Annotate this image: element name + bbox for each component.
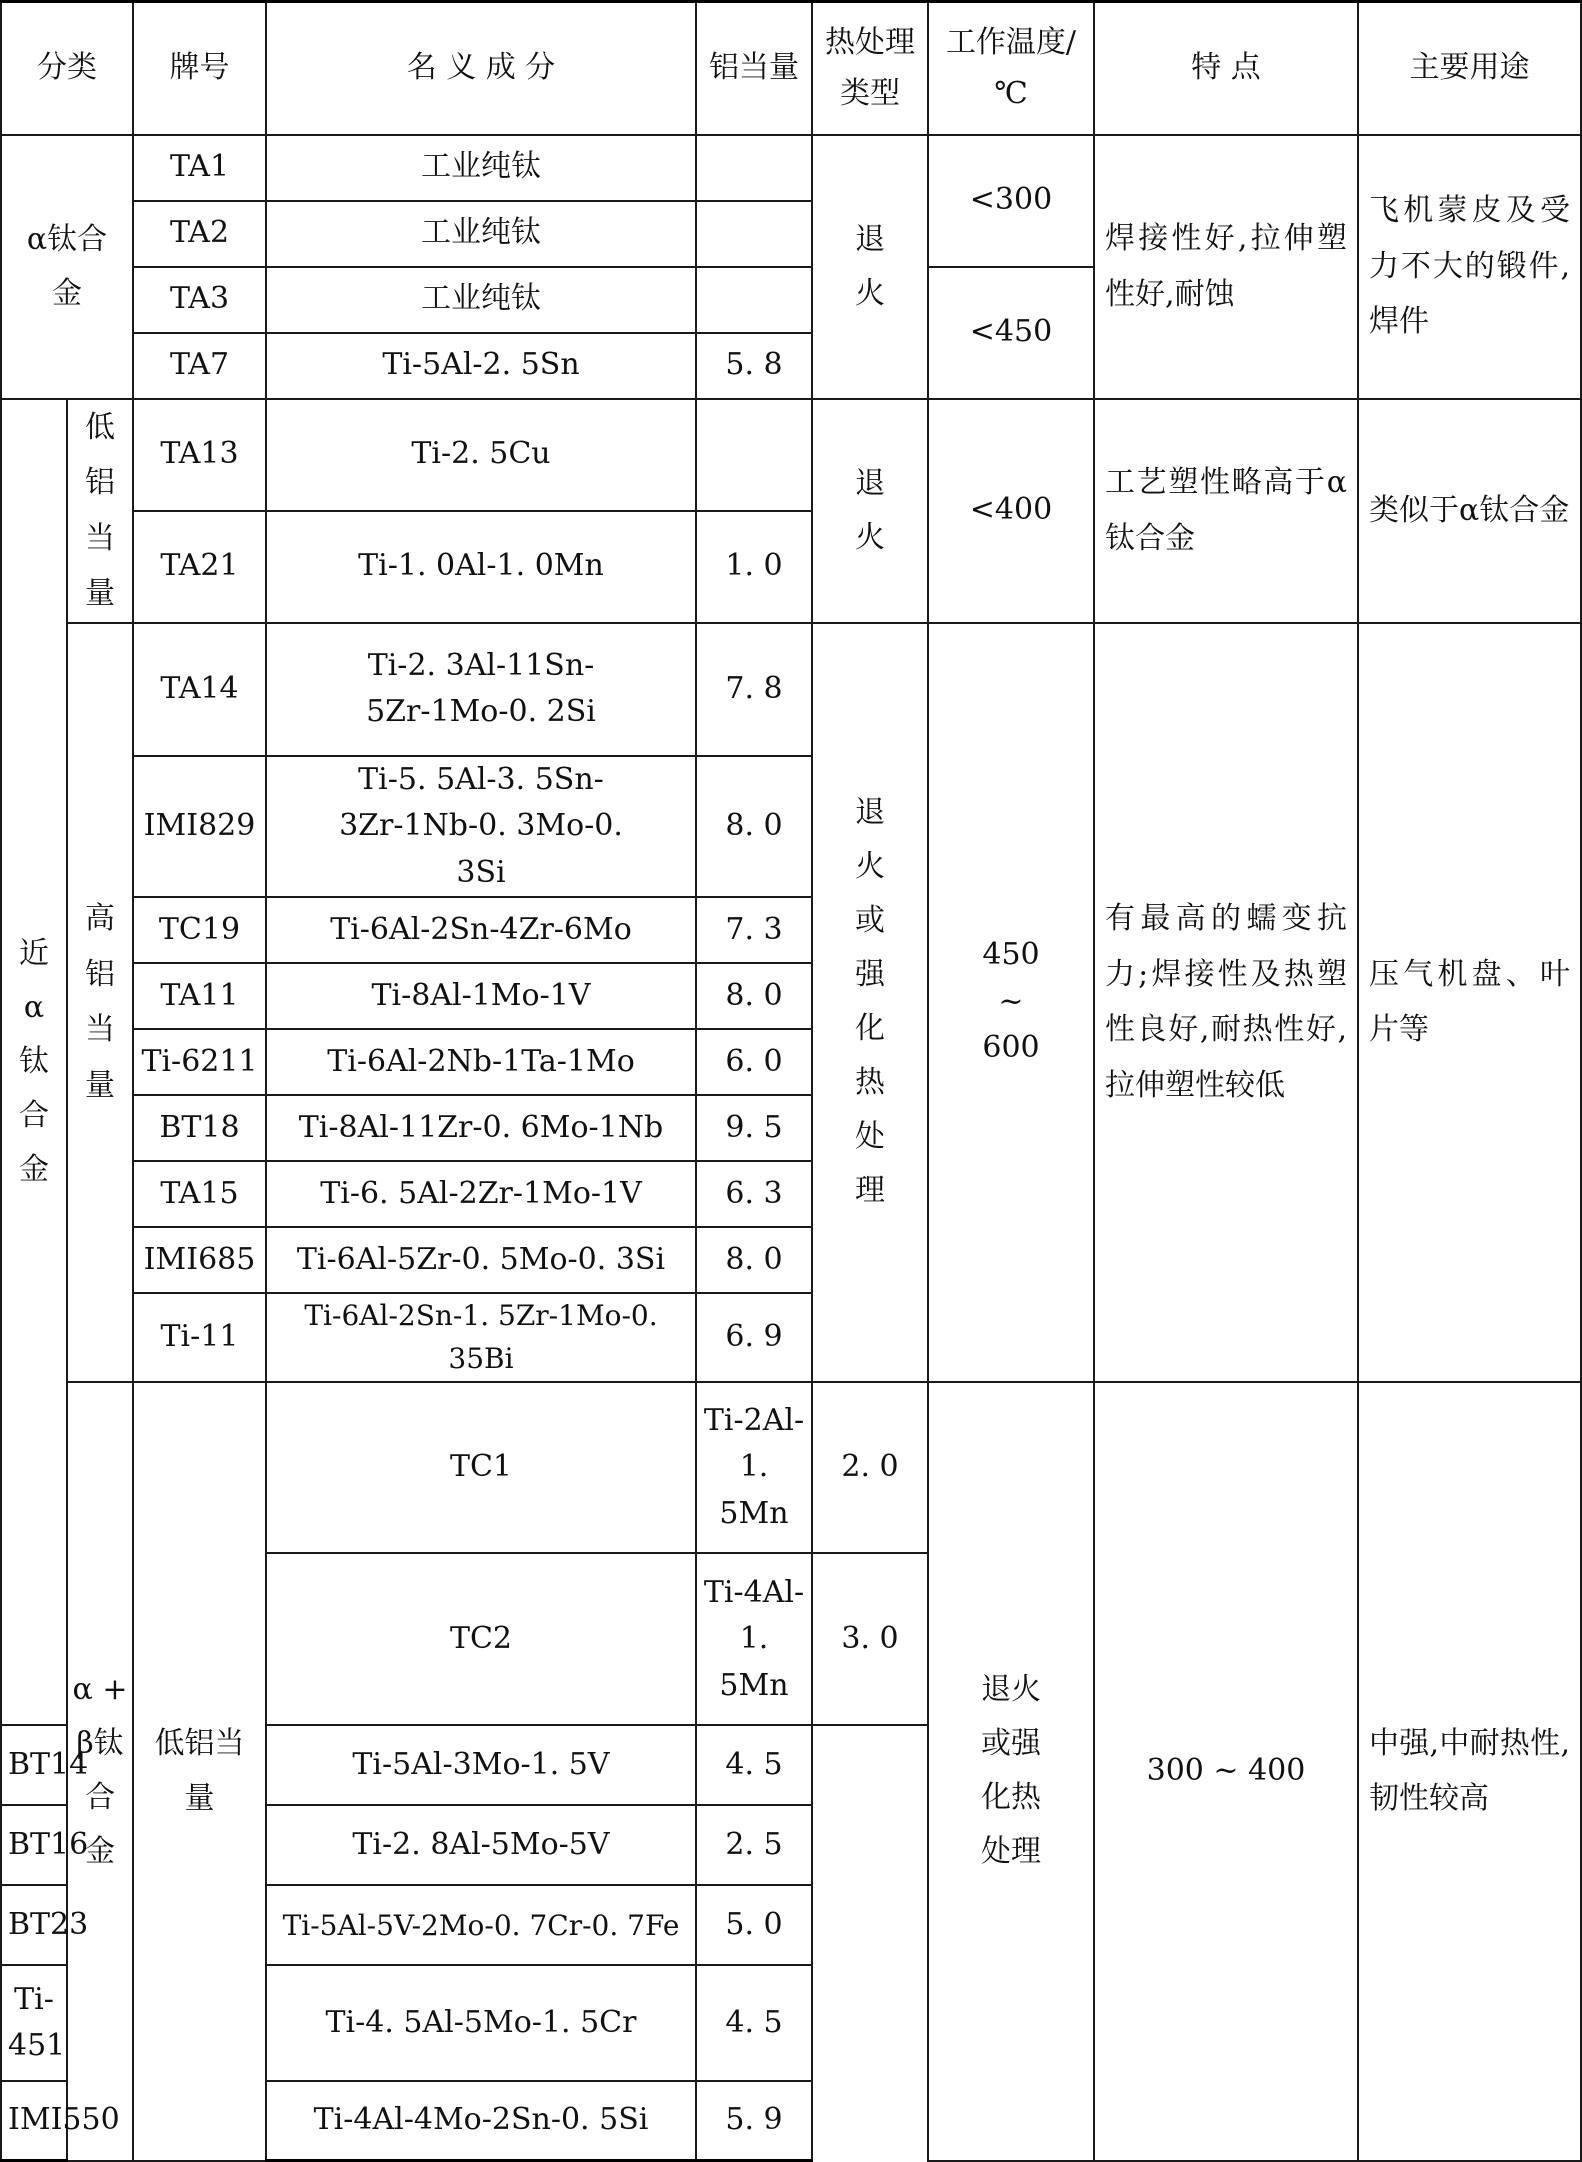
header-composition: 名 义 成 分 xyxy=(266,2,696,135)
composition-cell: Ti-6Al-5Zr-0. 5Mo-0. 3Si xyxy=(266,1227,696,1293)
grade-cell: BT14 xyxy=(1,1725,67,1805)
header-category: 分类 xyxy=(1,2,133,135)
grade-cell: BT23 xyxy=(1,1885,67,1965)
grade-cell: IMI829 xyxy=(133,756,266,898)
al-eq-cell: 8. 0 xyxy=(696,756,812,898)
table-row xyxy=(1,623,1581,756)
heat-alpha: 退火 xyxy=(812,135,928,399)
composition-cell: Ti-5Al-2. 5Sn xyxy=(266,333,696,399)
heat-alpha-beta: 退火或强化热处理 xyxy=(928,1382,1094,2161)
table-row xyxy=(1,135,1581,201)
composition-cell: 工业纯钛 xyxy=(266,201,696,267)
feature-alpha: 焊接性好,拉伸塑性好,耐蚀 xyxy=(1094,135,1358,399)
usage-near-alpha-high: 压气机盘、叶片等 xyxy=(1358,623,1581,1382)
header-row xyxy=(1,2,1581,135)
composition-cell: Ti-4. 5Al-5Mo-1. 5Cr xyxy=(266,1965,696,2080)
grade-cell: TA15 xyxy=(133,1161,266,1227)
temp-alpha-1: <300 xyxy=(928,135,1094,267)
grade-cell: TC2 xyxy=(266,1553,696,1725)
al-eq-cell: 1. 0 xyxy=(696,511,812,623)
al-eq-cell: 5. 9 xyxy=(696,2081,812,2161)
header-al-eq: 铝当量 xyxy=(696,2,812,135)
usage-near-alpha-low: 类似于α钛合金 xyxy=(1358,399,1581,623)
temp-alpha-2: <450 xyxy=(928,267,1094,399)
composition-cell: Ti-6. 5Al-2Zr-1Mo-1V xyxy=(266,1161,696,1227)
composition-cell: Ti-6Al-2Nb-1Ta-1Mo xyxy=(266,1029,696,1095)
al-eq-cell: 3. 0 xyxy=(812,1553,928,1725)
grade-cell: Ti-451 xyxy=(1,1965,67,2080)
al-eq-cell: 9. 5 xyxy=(696,1095,812,1161)
al-eq-cell: 6. 0 xyxy=(696,1029,812,1095)
temp-near-alpha-high: 450 ~ 600 xyxy=(928,623,1094,1382)
grade-cell: TA13 xyxy=(133,399,266,511)
category-near-alpha: 近α钛合金 xyxy=(1,399,67,1726)
composition-cell: Ti-2. 8Al-5Mo-5V xyxy=(266,1805,696,1885)
composition-cell: Ti-1. 0Al-1. 0Mn xyxy=(266,511,696,623)
al-eq-cell xyxy=(696,135,812,201)
grade-cell: TA21 xyxy=(133,511,266,623)
al-eq-cell: 4. 5 xyxy=(696,1725,812,1805)
subcategory-alpha-beta-low: 低铝当量 xyxy=(133,1382,266,2161)
composition-cell: 工业纯钛 xyxy=(266,135,696,201)
al-eq-cell xyxy=(696,267,812,333)
grade-cell: TA1 xyxy=(133,135,266,201)
al-eq-cell: 6. 3 xyxy=(696,1161,812,1227)
composition-cell: Ti-4Al-1. 5Mn xyxy=(696,1553,812,1725)
grade-cell: Ti-6211 xyxy=(133,1029,266,1095)
al-eq-cell: 8. 0 xyxy=(696,1227,812,1293)
composition-cell: Ti-5. 5Al-3. 5Sn-3Zr-1Nb-0. 3Mo-0. 3Si xyxy=(266,756,696,898)
category-alpha: α钛合金 xyxy=(1,135,133,399)
grade-cell: IMI685 xyxy=(133,1227,266,1293)
grade-cell: IMI550 xyxy=(1,2081,67,2161)
al-eq-cell: 6. 9 xyxy=(696,1293,812,1382)
header-grade: 牌号 xyxy=(133,2,266,135)
grade-cell: TA11 xyxy=(133,963,266,1029)
temp-alpha-beta: 300 ~ 400 xyxy=(1094,1382,1358,2161)
grade-cell: BT18 xyxy=(133,1095,266,1161)
grade-cell: TA2 xyxy=(133,201,266,267)
composition-cell: Ti-2Al-1. 5Mn xyxy=(696,1382,812,1554)
subcategory-near-alpha-low: 低铝当量 xyxy=(67,399,133,623)
grade-cell: TA3 xyxy=(133,267,266,333)
grade-cell: TA14 xyxy=(133,623,266,756)
al-eq-cell: 4. 5 xyxy=(696,1965,812,2080)
composition-cell: Ti-6Al-2Sn-4Zr-6Mo xyxy=(266,897,696,963)
grade-cell: TC19 xyxy=(133,897,266,963)
composition-cell: Ti-8Al-1Mo-1V xyxy=(266,963,696,1029)
feature-near-alpha-low: 工艺塑性略高于α钛合金 xyxy=(1094,399,1358,623)
composition-cell: Ti-5Al-5V-2Mo-0. 7Cr-0. 7Fe xyxy=(266,1885,696,1965)
header-usage: 主要用途 xyxy=(1358,2,1581,135)
al-eq-cell: 8. 0 xyxy=(696,963,812,1029)
temp-near-alpha-low: <400 xyxy=(928,399,1094,623)
feature-alpha-beta: 中强,中耐热性,韧性较高 xyxy=(1358,1382,1581,2161)
table-row xyxy=(1,399,1581,511)
heat-near-alpha-low: 退火 xyxy=(812,399,928,623)
header-heat-treatment: 热处理类型 xyxy=(812,2,928,135)
al-eq-cell: 2. 0 xyxy=(812,1382,928,1554)
grade-cell: BT16 xyxy=(1,1805,67,1885)
al-eq-cell: 2. 5 xyxy=(696,1805,812,1885)
composition-cell: Ti-5Al-3Mo-1. 5V xyxy=(266,1725,696,1805)
composition-cell: Ti-2. 5Cu xyxy=(266,399,696,511)
al-eq-cell: 7. 3 xyxy=(696,897,812,963)
grade-cell: TC1 xyxy=(266,1382,696,1554)
grade-cell: TA7 xyxy=(133,333,266,399)
al-eq-cell xyxy=(696,201,812,267)
composition-cell: Ti-2. 3Al-11Sn-5Zr-1Mo-0. 2Si xyxy=(266,623,696,756)
table-row xyxy=(1,1382,1581,1554)
composition-cell: Ti-8Al-11Zr-0. 6Mo-1Nb xyxy=(266,1095,696,1161)
subcategory-near-alpha-high: 高铝当量 xyxy=(67,623,133,1382)
grade-cell: Ti-11 xyxy=(133,1293,266,1382)
header-work-temp: 工作温度/℃ xyxy=(928,2,1094,135)
heat-near-alpha-high: 退火或强化热处理 xyxy=(812,623,928,1382)
composition-cell: Ti-4Al-4Mo-2Sn-0. 5Si xyxy=(266,2081,696,2161)
composition-cell: Ti-6Al-2Sn-1. 5Zr-1Mo-0. 35Bi xyxy=(266,1293,696,1382)
usage-alpha: 飞机蒙皮及受力不大的锻件,焊件 xyxy=(1358,135,1581,399)
al-eq-cell: 5. 0 xyxy=(696,1885,812,1965)
al-eq-cell: 7. 8 xyxy=(696,623,812,756)
header-features: 特 点 xyxy=(1094,2,1358,135)
category-alpha-beta: α + β钛合金 xyxy=(67,1382,133,2161)
feature-near-alpha-high: 有最高的蠕变抗力;焊接性及热塑性良好,耐热性好,拉伸塑性较低 xyxy=(1094,623,1358,1382)
al-eq-cell: 5. 8 xyxy=(696,333,812,399)
composition-cell: 工业纯钛 xyxy=(266,267,696,333)
al-eq-cell xyxy=(696,399,812,511)
